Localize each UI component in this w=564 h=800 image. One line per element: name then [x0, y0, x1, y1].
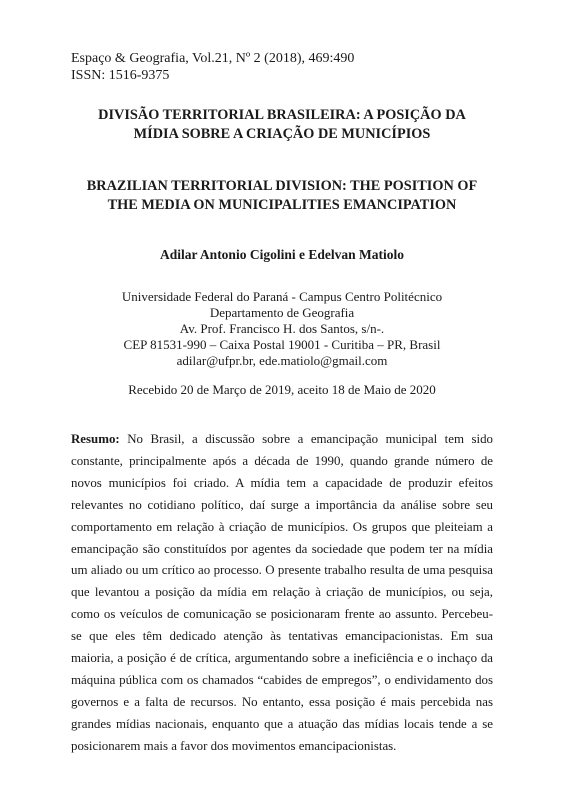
journal-header: [71, 50, 354, 84]
title-portuguese: [60, 106, 504, 144]
abstract-label: Resumo:: [71, 432, 120, 446]
affiliation-address: Av. Prof. Francisco H. dos Santos, s/n-.: [179, 321, 385, 336]
affiliation: [0, 289, 564, 369]
title-pt-line-1: DIVISÃO TERRITORIAL BRASILEIRA: A POSIÇÃO DA: [98, 107, 466, 123]
title-pt-line-2: MÍDIA SOBRE A CRIAÇÃO DE MUNICÍPIOS: [133, 126, 431, 142]
title-english: [60, 177, 504, 215]
journal-issn: ISSN: 1516-9375: [71, 68, 170, 83]
abstract: [71, 429, 493, 758]
title-en-line-1: BRAZILIAN TERRITORIAL DIVISION: THE POSITION OF: [86, 178, 478, 194]
affiliation-university: Universidade Federal do Paraná - Campus Centro Politécnico: [121, 289, 443, 304]
affiliation-postal: CEP 81531-990 – Caixa Postal 19001 - Curitiba – PR, Brasil: [123, 337, 441, 352]
affiliation-department: Departamento de Geografia: [209, 305, 355, 320]
authors: Adilar Antonio Cigolini e Edelvan Matiolo: [160, 247, 404, 262]
received-accepted-dates: Recebido 20 de Março de 2019, aceito 18 de Maio de 2020: [128, 382, 436, 397]
title-en-line-2: THE MEDIA ON MUNICIPALITIES EMANCIPATION: [107, 197, 457, 213]
affiliation-emails: adilar@ufpr.br, ede.matiolo@gmail.com: [176, 353, 388, 368]
journal-citation: Espaço & Geografia, Vol.21, Nº 2 (2018), 469:490: [71, 51, 355, 66]
abstract-text: No Brasil, a discussão sobre a emancipação municipal tem sido constante, principalmente após a década de 1990, quando grande número de novos municípios foi criado. A mídia tem a capacidade de produzir efeitos relevantes no cotidiano político, daí surge a importância da análise sobre seu comportamento em relação à criação de municípios. Os grupos que pleiteiam a emancipação são constituídos por agentes da sociedade que podem ter na mídia um aliado ou um crítico ao processo. O presente trabalho resulta de uma pesquisa que levantou a posição da mídia em relação à criação de municípios, ou seja, como os veículos de comunicação se posicionaram frente ao assunto. Percebeu-se que eles têm dedicado atenção às tentativas emancipacionistas. Em sua maioria, a posição é de crítica, argumentando sobre a ineficiência e o inchaço da máquina pública com os chamados “cabides de empregos”, o endividamento dos governos e a falta de recursos. No entanto, essa posição é mais percebida nas grandes mídias nacionais, enquanto que a atuação das mídias locais tende a se posicionarem mais a favor dos movimentos emancipacionistas.: [71, 432, 493, 753]
